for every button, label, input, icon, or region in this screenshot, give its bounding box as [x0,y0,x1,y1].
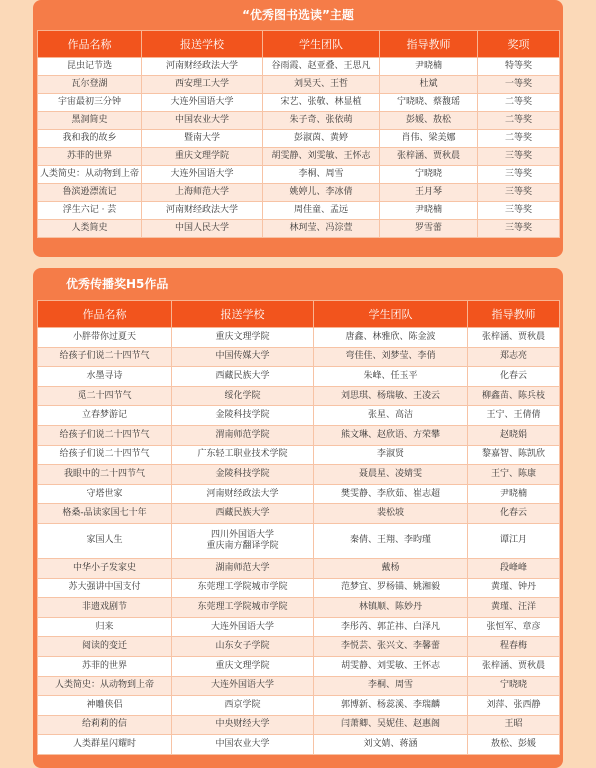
table-cell: 绥化学院 [172,386,314,406]
table-header-row [38,31,560,58]
table-row [38,76,560,94]
table-cell: 弯佳佳、刘梦莹、李俏 [314,347,468,367]
table-cell: 张星、高洁 [314,406,468,426]
table-cell: 宁晓晓 [380,166,478,184]
table-cell: 王宁、王倩倩 [468,406,560,426]
table-cell: 大连外国语大学 [172,617,314,637]
table-cell: 周佳童、孟远 [263,202,380,220]
table-cell: 胡雯静、刘雯敏、王怀志 [263,148,380,166]
table-cell: 河南财经政法大学 [172,484,314,504]
table-cell: 林镇顺、陈妙丹 [314,598,468,618]
table-row [38,735,560,755]
table-row [38,406,560,426]
table-cell: 山东女子学院 [172,637,314,657]
table-row [38,445,560,465]
table-cell: 黎嘉智、陈凯欣 [468,445,560,465]
table-cell: 家国人生 [38,523,172,558]
table-row [38,558,560,578]
table-row [38,523,560,558]
table-row [38,715,560,735]
table-cell: 二等奖 [478,130,560,148]
table-cell: 西安理工大学 [142,76,263,94]
table-cell: 尹晓楠 [380,202,478,220]
table-cell: 化春云 [468,504,560,524]
column-header: 指导教师 [380,31,478,58]
table-cell: 我眼中的二十四节气 [38,465,172,485]
table-row [38,676,560,696]
table-cell: 暨南大学 [142,130,263,148]
section-title: “优秀图书选读”主题 [242,8,354,22]
table-cell: 谷雨霞、赵亚叠、王思凡 [263,58,380,76]
table-cell: 觅二十四节气 [38,386,172,406]
table-cell: 姚婷儿、李冰倩 [263,184,380,202]
table-cell: 宇宙最初三分钟 [38,94,142,112]
table-row [38,94,560,112]
table-row [38,148,560,166]
table-cell: 人类群星闪耀时 [38,735,172,755]
table-cell: 谭江月 [468,523,560,558]
table-cell: 特等奖 [478,58,560,76]
table-cell: 李彤芮、郭芷祎、白泽凡 [314,617,468,637]
table-cell: 尹晓楠 [380,58,478,76]
table-cell: 非遗戏剧节 [38,598,172,618]
table-cell: 熊文琳、赵欣语、方荣攀 [314,425,468,445]
table-cell: 段峰峰 [468,558,560,578]
table-cell: 胡雯静、刘雯敏、王怀志 [314,656,468,676]
table-row [38,184,560,202]
table-row [38,504,560,524]
table-cell: 柳鑫苗、陈兵枝 [468,386,560,406]
table-cell: 渭南师范学院 [172,425,314,445]
table-cell: 瓦尔登湖 [38,76,142,94]
table-cell: 王月琴 [380,184,478,202]
table-cell: 人类简史：从动物到上帝 [38,676,172,696]
table-cell: 樊雯静、李欣茹、崔志超 [314,484,468,504]
table-cell: 湖南师范大学 [172,558,314,578]
table-cell: 李淑贤 [314,445,468,465]
table-cell: 三等奖 [478,166,560,184]
table-cell: 李悦芸、张兴文、李馨蕾 [314,637,468,657]
table-cell: 河南财经政法大学 [142,202,263,220]
table-cell: 黄瑾、汪洋 [468,598,560,618]
table-cell: 刘昊天、王哲 [263,76,380,94]
table-cell: 林珂莹、冯淙萱 [263,220,380,238]
table-cell: 我和我的故乡 [38,130,142,148]
table-cell: 二等奖 [478,112,560,130]
table-cell: 四川外国语大学 重庆南方翻译学院 [172,523,314,558]
column-header: 报送学校 [142,31,263,58]
table-cell: 大连外国语大学 [142,166,263,184]
table-cell: 中国人民大学 [142,220,263,238]
table-cell: 王宁、陈康 [468,465,560,485]
table-cell: 苏大强讲中国支付 [38,578,172,598]
table-cell: 西藏民族大学 [172,367,314,387]
table-row [38,347,560,367]
table-cell: 王昭 [468,715,560,735]
table-cell: 肖伟、梁美娜 [380,130,478,148]
table-row [38,220,560,238]
column-header: 学生团队 [263,31,380,58]
table-cell: 西京学院 [172,696,314,716]
table-cell: 中国传媒大学 [172,347,314,367]
table-row [38,328,560,348]
column-header: 学生团队 [314,301,468,328]
table-cell: 张梓涵、贾秋晨 [468,656,560,676]
table-cell: 尹晓楠 [468,484,560,504]
section-h5-works [33,268,563,768]
table-row [38,598,560,618]
table-header-row [38,301,560,328]
table-row [38,130,560,148]
table-cell: 金陵科技学院 [172,465,314,485]
table-cell: 宁晓晓、蔡馥瑶 [380,94,478,112]
table-cell: 三等奖 [478,148,560,166]
table-cell: 金陵科技学院 [172,406,314,426]
column-header: 作品名称 [38,301,172,328]
table-row [38,656,560,676]
table-cell: 神雕侠侣 [38,696,172,716]
table-cell: 李桐、周雪 [263,166,380,184]
table-cell: 罗雪蕾 [380,220,478,238]
table-cell: 郑志亮 [468,347,560,367]
table-cell: 刘思琪、杨瑞敏、王凌云 [314,386,468,406]
table-cell: 三等奖 [478,184,560,202]
table-cell: 浮生六记 · 芸 [38,202,142,220]
table-cell: 裴松坡 [314,504,468,524]
table-cell: 闫萧卿、吴妮佳、赵惠阁 [314,715,468,735]
table-cell: 重庆文理学院 [142,148,263,166]
table-cell: 中国农业大学 [172,735,314,755]
table-cell: 格桑-品读家国七十年 [38,504,172,524]
h5-works-table [37,300,560,755]
table-cell: 一等奖 [478,76,560,94]
section-excellent-books [33,0,563,257]
table-cell: 范梦宜、罗杨锚、姚湘毅 [314,578,468,598]
table-cell: 苏菲的世界 [38,148,142,166]
awards-table [37,30,560,238]
table-row [38,202,560,220]
table-cell: 宁晓晓 [468,676,560,696]
table-cell: 敖松、彭媛 [468,735,560,755]
table-cell: 人类简史 [38,220,142,238]
table-cell: 归来 [38,617,172,637]
table-cell: 阅读的变迁 [38,637,172,657]
table-cell: 刘萍、张西静 [468,696,560,716]
table-cell: 东莞理工学院城市学院 [172,578,314,598]
table-row [38,578,560,598]
table-cell: 鲁滨逊漂流记 [38,184,142,202]
table-cell: 中华小子发家史 [38,558,172,578]
table-cell: 中国农业大学 [142,112,263,130]
table-cell: 西藏民族大学 [172,504,314,524]
table-cell: 大连外国语大学 [142,94,263,112]
column-header: 指导教师 [468,301,560,328]
table-cell: 给孩子们说二十四节气 [38,425,172,445]
table-cell: 刘文婧、蒋涵 [314,735,468,755]
table-row [38,386,560,406]
table-cell: 上海师范大学 [142,184,263,202]
table-cell: 小胖带你过夏天 [38,328,172,348]
table-cell: 秦倩、王翔、李昀瑾 [314,523,468,558]
table-cell: 程春梅 [468,637,560,657]
table-cell: 广东轻工职业技术学院 [172,445,314,465]
section-title: 优秀传播奖H5作品 [66,277,169,291]
table-row [38,465,560,485]
table-cell: 彭媛、敖松 [380,112,478,130]
table-cell: 张梓涵、贾秋晨 [380,148,478,166]
column-header: 奖项 [478,31,560,58]
table-cell: 三等奖 [478,220,560,238]
table-cell: 彭淑茵、黄婷 [263,130,380,148]
table-cell: 化春云 [468,367,560,387]
table-cell: 守塔世家 [38,484,172,504]
table-row [38,637,560,657]
column-header: 报送学校 [172,301,314,328]
table-cell: 唐鑫、林雅欣、陈金波 [314,328,468,348]
table-cell: 杜斌 [380,76,478,94]
table-cell: 朱子奇、张依萌 [263,112,380,130]
table-cell: 河南财经政法大学 [142,58,263,76]
table-cell: 昆虫记节选 [38,58,142,76]
table-cell: 张梓涵、贾秋晨 [468,328,560,348]
table-cell: 张恒军、章彦 [468,617,560,637]
table-cell: 给孩子们说二十四节气 [38,347,172,367]
table-cell: 李桐、周雪 [314,676,468,696]
table-cell: 朱峰、任玉平 [314,367,468,387]
table-row [38,367,560,387]
table-row [38,617,560,637]
table-row [38,166,560,184]
table-cell: 二等奖 [478,94,560,112]
table-cell: 赵晓娟 [468,425,560,445]
table-row [38,425,560,445]
table-cell: 黑洞简史 [38,112,142,130]
table-cell: 中央财经大学 [172,715,314,735]
table-cell: 戴杨 [314,558,468,578]
table-row [38,58,560,76]
table-cell: 三等奖 [478,202,560,220]
table-cell: 重庆文理学院 [172,328,314,348]
table-cell: 苏菲的世界 [38,656,172,676]
table-cell: 给莉莉的信 [38,715,172,735]
table-cell: 人类简史：从动物到上帝 [38,166,142,184]
table-cell: 东莞理工学院城市学院 [172,598,314,618]
table-cell: 宋艺、张敬、林显植 [263,94,380,112]
table-row [38,484,560,504]
table-cell: 郭博新、杨蕊溪、李瑞麟 [314,696,468,716]
table-row [38,112,560,130]
table-cell: 重庆文理学院 [172,656,314,676]
table-cell: 给孩子们说二十四节气 [38,445,172,465]
table-cell: 黄瑾、钟丹 [468,578,560,598]
table-cell: 立春梦游记 [38,406,172,426]
column-header: 作品名称 [38,31,142,58]
table-cell: 大连外国语大学 [172,676,314,696]
table-row [38,696,560,716]
table-cell: 聂晨星、凌婧雯 [314,465,468,485]
table-cell: 水墨寻诗 [38,367,172,387]
